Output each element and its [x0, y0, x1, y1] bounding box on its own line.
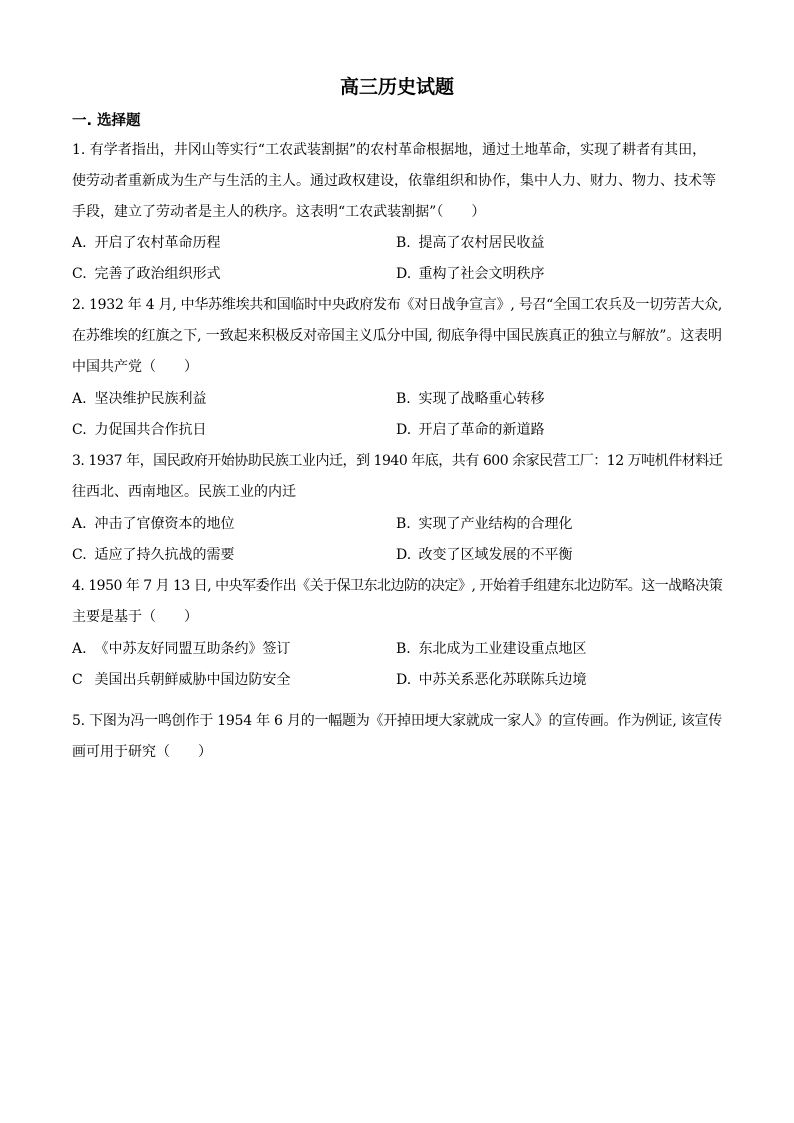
option-text: 力促国共合作抗日	[94, 422, 207, 438]
question-2-option-c	[72, 421, 206, 439]
question-5-line-1: 5. 下图为冯一鸣创作于 1954 年 6 月的一幅题为《开掉田埂大家就成一家人》的宣传画。作为例证, 该宣传	[72, 713, 723, 729]
option-label: C.	[72, 266, 87, 282]
option-text: 东北成为工业建设重点地区	[418, 641, 587, 657]
question-3-option-a	[72, 515, 234, 533]
option-label: A.	[72, 641, 87, 657]
option-text: 开启了革命的新道路	[418, 422, 545, 438]
question-2-option-a	[72, 390, 206, 408]
question-4-option-d	[396, 671, 586, 689]
question-2-line-3: 中国共产党（ ）	[72, 359, 198, 375]
option-text: 改变了区域发展的不平衡	[418, 547, 573, 563]
option-text: 中苏关系恶化苏联陈兵边境	[418, 672, 587, 688]
option-label: C.	[72, 547, 87, 563]
option-label: D.	[396, 422, 412, 438]
question-4-option-b	[396, 640, 586, 658]
question-5-line-2: 画可用于研究（ ）	[72, 744, 212, 760]
option-text: 冲击了官僚资本的地位	[94, 516, 235, 532]
page-title: 高三历史试题	[339, 76, 454, 98]
section-heading: 一. 选择题	[72, 113, 141, 129]
question-1-line-1: 1. 有学者指出，井冈山等实行“工农武装割据”的农村革命根据地，通过土地革命，实现了耕者有其田，	[72, 142, 707, 158]
question-1-option-a	[72, 234, 220, 252]
option-label: C	[72, 672, 83, 688]
option-text: 坚决维护民族利益	[94, 391, 207, 407]
option-text: 完善了政治组织形式	[94, 266, 221, 282]
option-text: 适应了持久抗战的需要	[94, 547, 235, 563]
question-4-line-2: 主要是基于（ ）	[72, 609, 198, 625]
option-label: A.	[72, 235, 87, 251]
option-text: 《中苏友好同盟互助条约》签订	[94, 641, 291, 657]
option-label: A.	[72, 391, 87, 407]
question-3-option-b	[396, 515, 572, 533]
question-1-option-b	[396, 234, 544, 252]
option-label: D.	[396, 266, 412, 282]
option-text: 开启了农村革命历程	[94, 235, 221, 251]
question-4-line-1: 4. 1950 年 7 月 13 日, 中央军委作出《关于保卫东北边防的决定》, 开始着手组建东北边防军。这一战略决策	[72, 578, 723, 594]
question-4-option-c	[72, 671, 290, 689]
option-text: 美国出兵朝鲜威胁中国边防安全	[94, 672, 291, 688]
option-label: B.	[396, 641, 411, 657]
option-text: 实现了产业结构的合理化	[418, 516, 573, 532]
question-1-line-2: 使劳动者重新成为生产与生活的主人。通过政权建设，依靠组织和协作，集中人力、财力、物力、技术等	[72, 173, 716, 189]
option-label: D.	[396, 547, 412, 563]
option-label: D.	[396, 672, 412, 688]
question-4-option-a	[72, 640, 290, 658]
question-3-line-1: 3. 1937 年，国民政府开始协助民族工业内迁，到 1940 年底，共有 600 余家民营工厂：12 万吨机件材料迁	[72, 453, 723, 469]
question-1-option-c	[72, 265, 220, 283]
option-text: 重构了社会文明秩序	[418, 266, 545, 282]
option-text: 提高了农村居民收益	[418, 235, 545, 251]
question-2-option-b	[396, 390, 544, 408]
question-1-line-3: 手段，建立了劳动者是主人的秩序。这表明“工农武装割据”（ ）	[72, 204, 486, 220]
option-text: 实现了战略重心转移	[418, 391, 545, 407]
option-label: B.	[396, 235, 411, 251]
question-3-option-c	[72, 546, 234, 564]
option-label: B.	[396, 391, 411, 407]
question-2-line-2: 在苏维埃的红旗之下, 一致起来积极反对帝国主义瓜分中国, 彻底争得中国民族真正的独立与解放”。这表明	[72, 328, 722, 344]
question-3-option-d	[396, 546, 572, 564]
option-label: B.	[396, 516, 411, 532]
question-2-line-1: 2. 1932 年 4 月, 中华苏维埃共和国临时中央政府发布《对日战争宣言》, 号召“全国工农兵及一切劳苦大众,	[72, 297, 723, 313]
question-2-option-d	[396, 421, 544, 439]
option-label: C.	[72, 422, 87, 438]
question-1-option-d	[396, 265, 544, 283]
option-label: A.	[72, 516, 87, 532]
question-3-line-2: 往西北、西南地区。民族工业的内迁	[72, 484, 296, 500]
